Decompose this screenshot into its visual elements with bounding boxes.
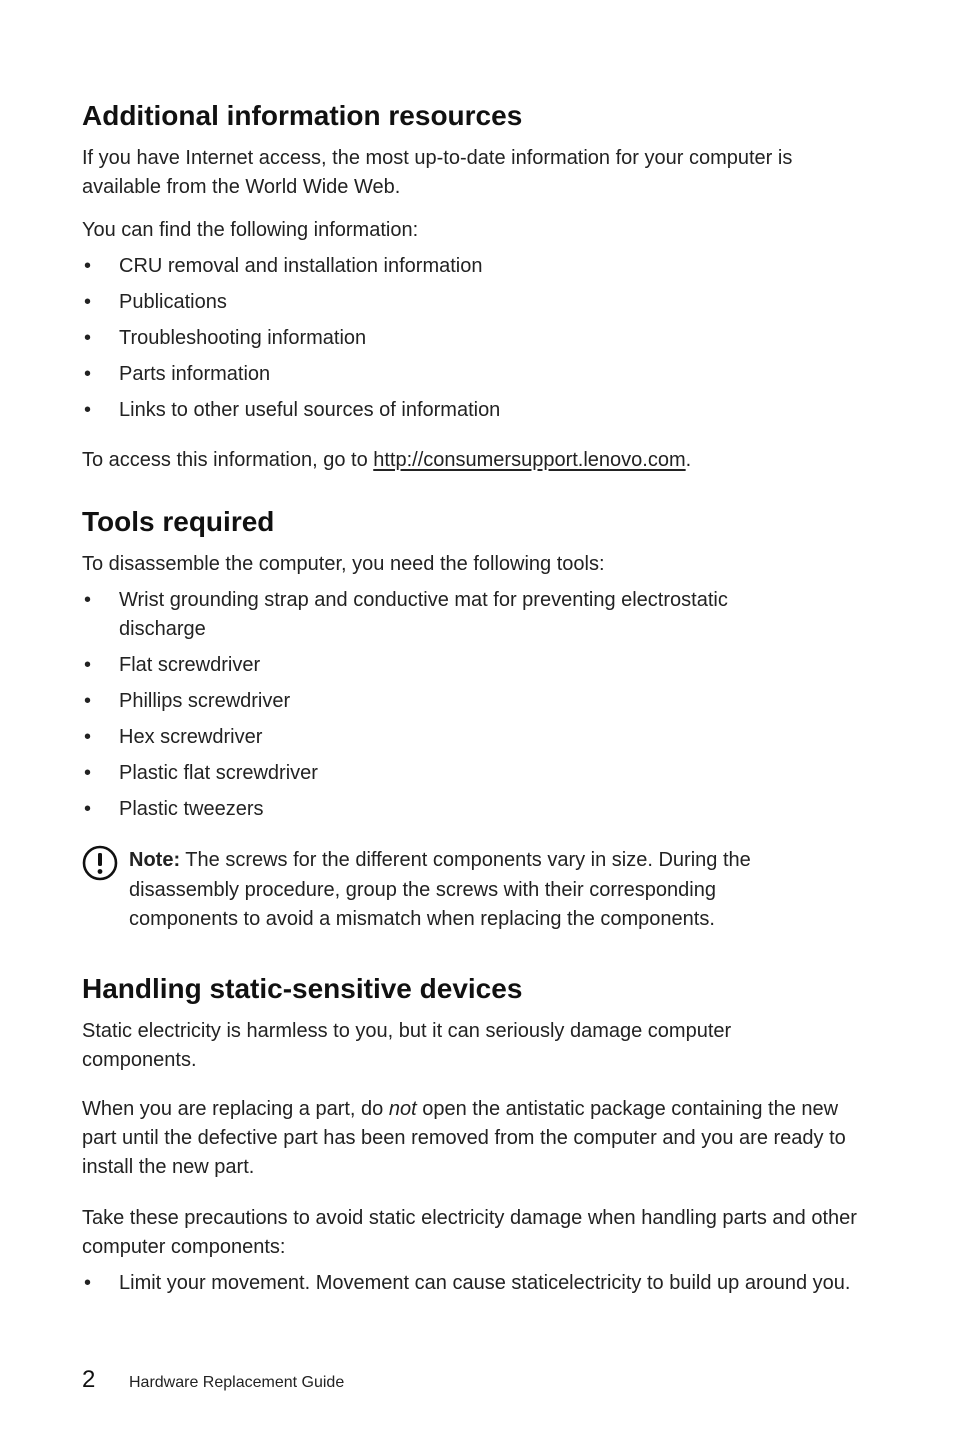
list-item: • Wrist grounding strap and conductive mat for preventing electrostatic discharge [82, 586, 802, 644]
additional-list [82, 252, 842, 432]
static-p3: Take these precautions to avoid static electricity damage when handling parts and other computer components: [82, 1207, 857, 1258]
static-p2 [82, 1095, 857, 1182]
additional-intro: If you have Internet access, the most up-to-date information for your computer is available from the World Wide Web. [82, 147, 793, 198]
static-p2-before: When you are replacing a part, do [82, 1098, 389, 1120]
page-number: 2 [82, 1366, 96, 1393]
note-text [129, 846, 829, 935]
list-item: • Links to other useful sources of information [82, 396, 842, 425]
tools-lead: To disassemble the computer, you need the following tools: [82, 553, 605, 575]
list-item: • CRU removal and installation information [82, 252, 842, 281]
section-title-static: Handling static-sensitive devices [82, 973, 523, 1004]
list-item: • Publications [82, 288, 842, 317]
additional-lead: You can find the following information: [82, 219, 419, 241]
section-title-tools: Tools required [82, 506, 275, 537]
note-body: The screws for the different components vary in size. During the disassembly procedure, group the screws with their corresponding components to avoid a mismatch when replacing the components. [129, 849, 751, 930]
list-item: • Plastic flat screwdriver [82, 759, 802, 788]
note-label: Note: [129, 849, 181, 871]
list-item: • Hex screwdriver [82, 723, 802, 752]
static-p1: Static electricity is harmless to you, but it can seriously damage computer components. [82, 1020, 732, 1071]
note-block [82, 846, 829, 935]
static-p2-after: open the antistatic package containing the new part until the defective part has been removed from the computer and you are ready to install the new part. [82, 1098, 846, 1178]
list-item: • Limit your movement. Movement can cause staticelectricity to build up around you. [82, 1269, 857, 1298]
footer-title: Hardware Replacement Guide [129, 1374, 345, 1391]
list-item: • Flat screwdriver [82, 651, 802, 680]
access-suffix: . [685, 449, 692, 471]
page-footer [82, 1366, 582, 1394]
list-item: • Troubleshooting information [82, 324, 842, 353]
exclamation-circle-icon [82, 845, 118, 881]
access-paragraph [82, 446, 862, 475]
static-p2-em: not [388, 1098, 417, 1120]
support-link[interactable]: http://consumersupport.lenovo.com [373, 449, 686, 471]
list-item: • Plastic tweezers [82, 795, 802, 824]
list-item: • Parts information [82, 360, 842, 389]
section-title-additional: Additional information resources [82, 100, 523, 131]
list-item: • Phillips screwdriver [82, 687, 802, 716]
tools-list [82, 586, 802, 831]
static-list [82, 1269, 857, 1305]
access-prefix: To access this information, go to [82, 449, 374, 471]
